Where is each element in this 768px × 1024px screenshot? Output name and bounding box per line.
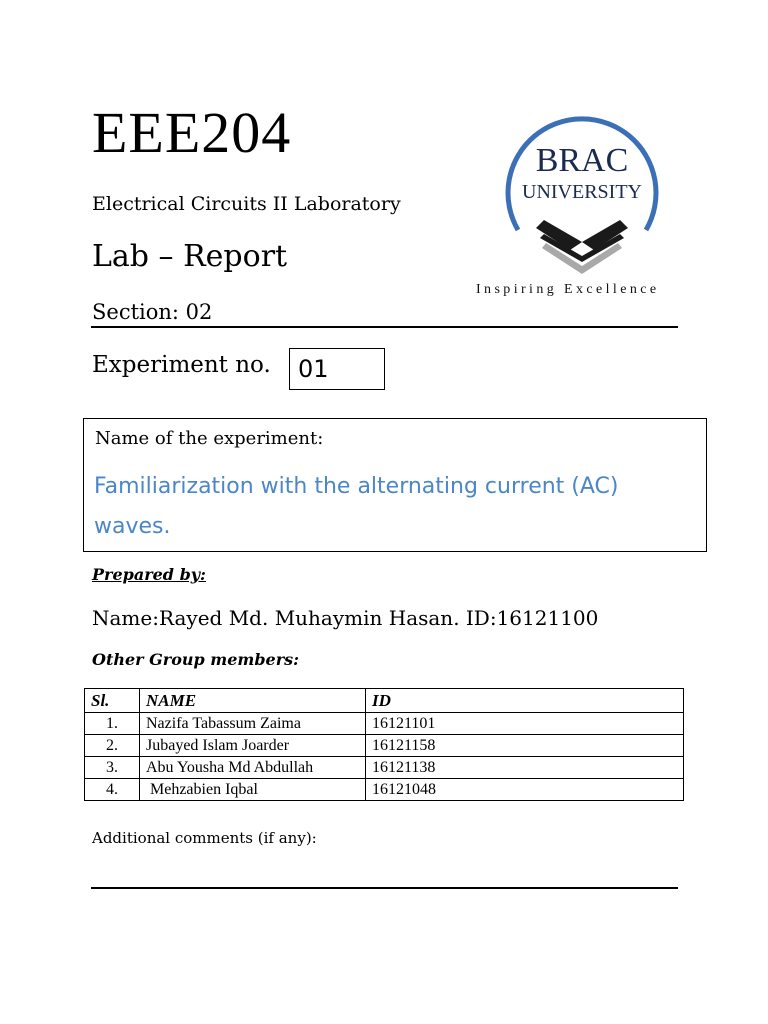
experiment-number-label: Experiment no.	[92, 352, 271, 378]
cell-sl: 3.	[85, 757, 140, 779]
comments-underline	[91, 887, 678, 889]
experiment-name-value: Familiarization with the alternating current (AC) waves.	[94, 474, 619, 539]
brac-university-logo	[498, 110, 688, 305]
cell-sl: 2.	[85, 735, 140, 757]
group-members-table	[84, 688, 684, 801]
cell-name: Nazifa Tabassum Zaima	[140, 713, 366, 735]
cell-name: Jubayed Islam Joarder	[140, 735, 366, 757]
logo-emblem	[498, 110, 688, 305]
section-label: Section: 02	[92, 300, 213, 324]
experiment-number-box: 01	[289, 348, 385, 390]
student-name-id: Name:Rayed Md. Muhaymin Hasan. ID:16121100	[92, 606, 599, 630]
section-underline	[91, 326, 678, 328]
cell-id: 16121048	[366, 779, 684, 801]
cell-id: 16121158	[366, 735, 684, 757]
cell-id: 16121101	[366, 713, 684, 735]
cell-sl: 4.	[85, 779, 140, 801]
column-header-sl: Sl.	[85, 689, 140, 713]
logo-tagline: Inspiring Excellence	[476, 282, 660, 297]
cell-name: Mehzabien Iqbal	[140, 779, 366, 801]
logo-brac-text: BRAC	[535, 142, 629, 179]
column-header-name: NAME	[140, 689, 366, 713]
cell-sl: 1.	[85, 713, 140, 735]
experiment-name-label: Name of the experiment:	[95, 428, 324, 449]
table-row	[85, 735, 684, 757]
cell-name: Abu Yousha Md Abdullah	[140, 757, 366, 779]
table-row	[85, 713, 684, 735]
experiment-name-box	[83, 418, 707, 552]
course-code: EEE204	[92, 100, 292, 165]
table-row	[85, 779, 684, 801]
logo-university-text: UNIVERSITY	[522, 181, 642, 203]
column-header-id: ID	[366, 689, 684, 713]
additional-comments-label: Additional comments (if any):	[92, 829, 317, 847]
prepared-by-heading: Prepared by:	[92, 565, 206, 584]
course-title: Electrical Circuits II Laboratory	[92, 193, 401, 215]
report-type: Lab – Report	[92, 239, 288, 274]
table-row	[85, 757, 684, 779]
group-members-heading: Other Group members:	[92, 650, 300, 669]
cell-id: 16121138	[366, 757, 684, 779]
table-header-row	[85, 689, 684, 713]
